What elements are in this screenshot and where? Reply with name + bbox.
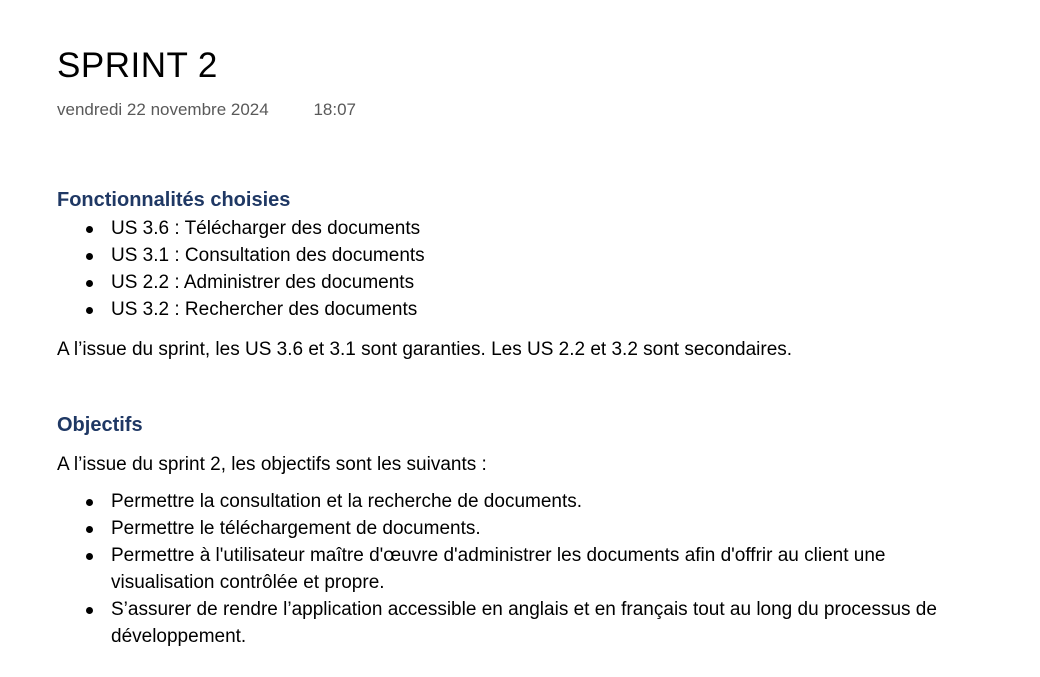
bullet-icon	[86, 226, 93, 233]
bullet-icon	[86, 553, 93, 560]
page-title: SPRINT 2	[57, 46, 218, 85]
list-item	[57, 488, 977, 515]
list-item-text: Permettre à l'utilisateur maître d'œuvre d'administrer les documents afin d'offrir au client une visualisation contrôlée et propre.	[111, 545, 886, 593]
section-heading-features: Fonctionnalités choisies	[57, 189, 291, 211]
bullet-icon	[86, 253, 93, 260]
list-item-text: US 3.1 : Consultation des documents	[111, 245, 425, 266]
list-item	[57, 242, 977, 269]
section-heading-objectives: Objectifs	[57, 414, 143, 436]
list-item	[57, 296, 977, 323]
list-item	[57, 515, 977, 542]
bullet-icon	[86, 499, 93, 506]
list-item	[57, 596, 977, 650]
bullet-icon	[86, 526, 93, 533]
list-item-text: US 3.6 : Télécharger des documents	[111, 218, 421, 239]
list-item	[57, 269, 977, 296]
bullet-icon	[86, 607, 93, 614]
features-note: A l’issue du sprint, les US 3.6 et 3.1 sont garanties. Les US 2.2 et 3.2 sont secondaires.	[57, 339, 793, 360]
objectives-intro: A l’issue du sprint 2, les objectifs sont les suivants :	[57, 454, 487, 475]
list-item	[57, 542, 977, 596]
list-item	[57, 215, 977, 242]
list-item-text: Permettre la consultation et la recherche de documents.	[111, 491, 583, 512]
list-item-text: US 2.2 : Administrer des documents	[111, 272, 415, 293]
page-meta	[57, 99, 356, 121]
bullet-icon	[86, 280, 93, 287]
list-item-text: Permettre le téléchargement de documents.	[111, 518, 481, 539]
page-date: vendredi 22 novembre 2024	[57, 100, 269, 119]
objectives-list	[57, 488, 977, 650]
features-list	[57, 215, 977, 323]
list-item-text: US 3.2 : Rechercher des documents	[111, 299, 418, 320]
page-time: 18:07	[313, 100, 356, 119]
list-item-text: S’assurer de rendre l’application accessible en anglais et en français tout au long du processus de développement.	[111, 599, 937, 647]
bullet-icon	[86, 307, 93, 314]
